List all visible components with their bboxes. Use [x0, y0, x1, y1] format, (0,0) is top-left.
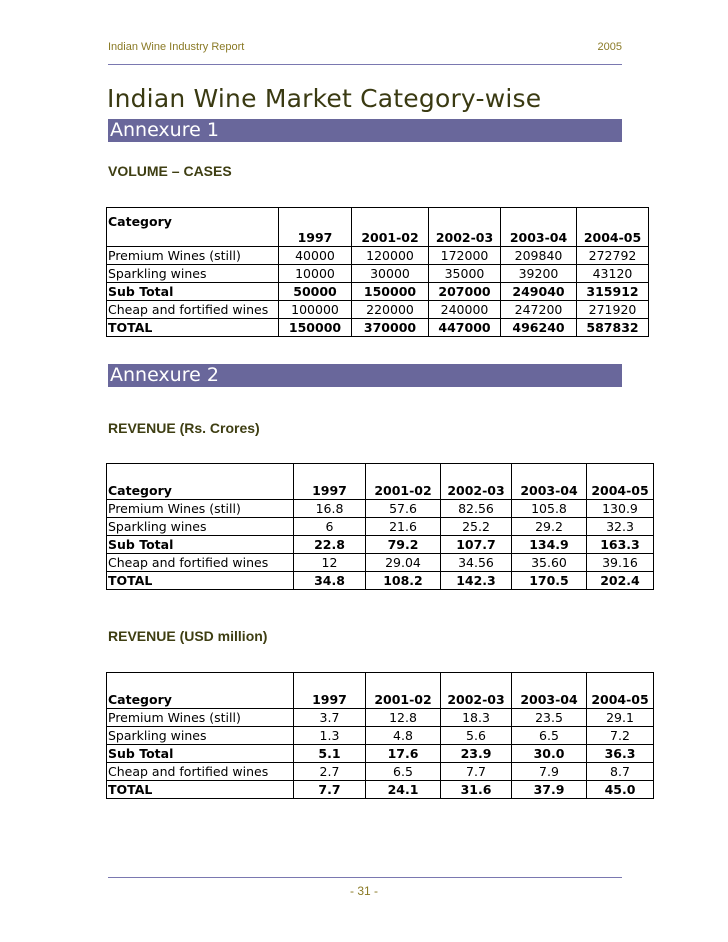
header-cell-year: 2001-02	[366, 673, 441, 709]
value-cell: 3.7	[294, 709, 366, 727]
value-cell: 24.1	[366, 781, 441, 799]
page-number: - 31 -	[349, 884, 378, 898]
table-header-row	[107, 673, 654, 709]
header-cell-year: 2004-05	[577, 208, 649, 247]
value-cell: 202.4	[587, 572, 654, 590]
value-cell: 172000	[429, 247, 501, 265]
header-cell-year: 1997	[294, 464, 366, 500]
row-label-cell: Cheap and fortified wines	[107, 554, 294, 572]
value-cell: 12	[294, 554, 366, 572]
value-cell: 25.2	[441, 518, 512, 536]
annexure-1-banner	[108, 119, 622, 142]
value-cell: 29.04	[366, 554, 441, 572]
value-cell: 271920	[577, 301, 649, 319]
value-cell: 100000	[279, 301, 352, 319]
table-row	[107, 518, 654, 536]
header-rule	[108, 64, 622, 65]
value-cell: 18.3	[441, 709, 512, 727]
annexure-2-banner	[108, 364, 622, 387]
value-cell: 29.1	[587, 709, 654, 727]
value-cell: 82.56	[441, 500, 512, 518]
value-cell: 7.2	[587, 727, 654, 745]
value-cell: 23.5	[512, 709, 587, 727]
value-cell: 5.1	[294, 745, 366, 763]
value-cell: 370000	[352, 319, 429, 337]
value-cell: 1.3	[294, 727, 366, 745]
value-cell: 7.7	[441, 763, 512, 781]
header-cell-year: 2004-05	[587, 673, 654, 709]
revenue-rs-section-heading: REVENUE (Rs. Crores)	[108, 420, 260, 436]
value-cell: 29.2	[512, 518, 587, 536]
value-cell: 10000	[279, 265, 352, 283]
table-row	[107, 247, 649, 265]
table-row	[107, 745, 654, 763]
value-cell: 209840	[501, 247, 577, 265]
row-label-cell: Premium Wines (still)	[107, 247, 279, 265]
table-row	[107, 781, 654, 799]
value-cell: 35.60	[512, 554, 587, 572]
table-row	[107, 572, 654, 590]
value-cell: 43120	[577, 265, 649, 283]
value-cell: 7.7	[294, 781, 366, 799]
row-label-cell: Premium Wines (still)	[107, 500, 294, 518]
table-row	[107, 301, 649, 319]
value-cell: 8.7	[587, 763, 654, 781]
value-cell: 16.8	[294, 500, 366, 518]
value-cell: 315912	[577, 283, 649, 301]
value-cell: 31.6	[441, 781, 512, 799]
value-cell: 6.5	[512, 727, 587, 745]
row-label-cell: Sparkling wines	[107, 265, 279, 283]
value-cell: 40000	[279, 247, 352, 265]
row-label-cell: Sparkling wines	[107, 727, 294, 745]
row-label-cell: Sparkling wines	[107, 518, 294, 536]
revenue-usd-table	[106, 672, 654, 799]
value-cell: 587832	[577, 319, 649, 337]
page-title: Indian Wine Market Category-wise	[107, 84, 542, 113]
header-cell-year: 2002-03	[441, 673, 512, 709]
header-cell-year: 2003-04	[501, 208, 577, 247]
value-cell: 39.16	[587, 554, 654, 572]
table-header-row	[107, 208, 649, 247]
value-cell: 57.6	[366, 500, 441, 518]
value-cell: 150000	[279, 319, 352, 337]
value-cell: 6.5	[366, 763, 441, 781]
row-label-cell: Sub Total	[107, 745, 294, 763]
report-year: 2005	[597, 41, 622, 53]
header-cell-year: 2004-05	[587, 464, 654, 500]
value-cell: 39200	[501, 265, 577, 283]
annexure-1-label: Annexure 1	[110, 119, 219, 141]
value-cell: 22.8	[294, 536, 366, 554]
revenue-usd-section-heading: REVENUE (USD million)	[108, 628, 268, 644]
table-row	[107, 709, 654, 727]
row-label-cell: TOTAL	[107, 572, 294, 590]
value-cell: 142.3	[441, 572, 512, 590]
volume-section-heading: VOLUME – CASES	[108, 163, 232, 179]
row-label-cell: Cheap and fortified wines	[107, 763, 294, 781]
table-row	[107, 536, 654, 554]
value-cell: 12.8	[366, 709, 441, 727]
value-cell: 107.7	[441, 536, 512, 554]
row-label-cell: Sub Total	[107, 536, 294, 554]
footer-rule	[108, 877, 622, 878]
value-cell: 163.3	[587, 536, 654, 554]
running-header	[108, 41, 622, 57]
table-header-row	[107, 464, 654, 500]
value-cell: 50000	[279, 283, 352, 301]
value-cell: 30.0	[512, 745, 587, 763]
value-cell: 207000	[429, 283, 501, 301]
value-cell: 79.2	[366, 536, 441, 554]
row-label-cell: Premium Wines (still)	[107, 709, 294, 727]
row-label-cell: TOTAL	[107, 319, 279, 337]
volume-table	[106, 207, 649, 337]
row-label-cell: Cheap and fortified wines	[107, 301, 279, 319]
header-cell-year: 2001-02	[352, 208, 429, 247]
header-cell-year: 1997	[294, 673, 366, 709]
value-cell: 34.8	[294, 572, 366, 590]
header-cell-year: 2002-03	[429, 208, 501, 247]
header-cell-category: Category	[107, 464, 294, 500]
header-cell-year: 2003-04	[512, 673, 587, 709]
table-row	[107, 554, 654, 572]
table-row	[107, 265, 649, 283]
value-cell: 6	[294, 518, 366, 536]
value-cell: 2.7	[294, 763, 366, 781]
value-cell: 170.5	[512, 572, 587, 590]
table-row	[107, 319, 649, 337]
value-cell: 30000	[352, 265, 429, 283]
value-cell: 36.3	[587, 745, 654, 763]
value-cell: 240000	[429, 301, 501, 319]
table-row	[107, 283, 649, 301]
row-label-cell: TOTAL	[107, 781, 294, 799]
value-cell: 247200	[501, 301, 577, 319]
value-cell: 45.0	[587, 781, 654, 799]
value-cell: 496240	[501, 319, 577, 337]
value-cell: 4.8	[366, 727, 441, 745]
value-cell: 249040	[501, 283, 577, 301]
value-cell: 37.9	[512, 781, 587, 799]
value-cell: 17.6	[366, 745, 441, 763]
table-row	[107, 727, 654, 745]
value-cell: 272792	[577, 247, 649, 265]
report-title: Indian Wine Industry Report	[108, 41, 245, 53]
value-cell: 7.9	[512, 763, 587, 781]
header-cell-category: Category	[107, 208, 279, 247]
annexure-2-label: Annexure 2	[110, 364, 219, 386]
value-cell: 134.9	[512, 536, 587, 554]
value-cell: 130.9	[587, 500, 654, 518]
value-cell: 150000	[352, 283, 429, 301]
header-cell-year: 1997	[279, 208, 352, 247]
table-row	[107, 763, 654, 781]
value-cell: 35000	[429, 265, 501, 283]
value-cell: 108.2	[366, 572, 441, 590]
row-label-cell: Sub Total	[107, 283, 279, 301]
value-cell: 447000	[429, 319, 501, 337]
revenue-rs-table	[106, 463, 654, 590]
header-cell-year: 2002-03	[441, 464, 512, 500]
value-cell: 5.6	[441, 727, 512, 745]
header-cell-year: 2003-04	[512, 464, 587, 500]
table-row	[107, 500, 654, 518]
value-cell: 34.56	[441, 554, 512, 572]
value-cell: 32.3	[587, 518, 654, 536]
value-cell: 105.8	[512, 500, 587, 518]
value-cell: 120000	[352, 247, 429, 265]
header-cell-year: 2001-02	[366, 464, 441, 500]
value-cell: 220000	[352, 301, 429, 319]
value-cell: 21.6	[366, 518, 441, 536]
value-cell: 23.9	[441, 745, 512, 763]
header-cell-category: Category	[107, 673, 294, 709]
